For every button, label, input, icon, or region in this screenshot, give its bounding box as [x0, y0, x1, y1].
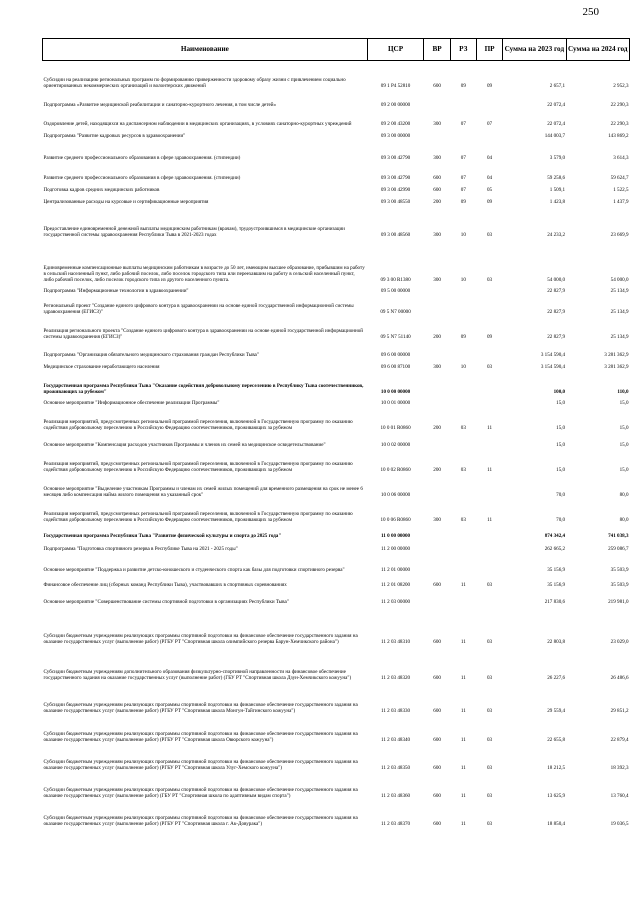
row-name: Субсидии на реализацию региональных программ по формированию приверженности здоровому образу жизни с привлечением социально ориентированных некоммерческих организаций и волонтерских движений: [43, 76, 346, 89]
row-sum-2024: 22 879,4: [610, 736, 629, 743]
table-row: [43, 498, 630, 523]
table-row: [43, 139, 630, 161]
row-pr: 07: [487, 120, 493, 127]
row-sum-2023: 15,0: [556, 466, 566, 473]
row-name: Подпрограмма "Информационные технологии в здравоохранении": [43, 287, 189, 294]
row-rz: [450, 523, 476, 539]
row-name: Подпрограмма "Развитие кадровых ресурсов в здравоохранении": [43, 132, 186, 139]
row-sum-2024: 18 392,3: [610, 764, 629, 771]
row-name: Субсидии бюджетным учреждениям реализующих программы спортивной подготовки на финансовое обеспечение государственного задания на оказание государственных услуг (выполнение работ) (РГБУ РТ "Спортивная школа олимпийского резерва Барун-Хемчикского района"): [43, 632, 358, 645]
row-pr: 11: [487, 424, 492, 431]
row-rz: 07: [460, 186, 466, 193]
table-row: [43, 61, 630, 89]
row-sum-2023: 18 850,4: [547, 820, 566, 827]
row-vr: 600: [433, 707, 441, 714]
row-csr: 11 2 01 00000: [381, 566, 411, 573]
row-pr: [476, 370, 502, 395]
row-sum-2023: 13 625,9: [547, 792, 566, 799]
row-csr: 11 2 03 48310: [381, 638, 411, 645]
table-row: [43, 205, 630, 238]
table-row: [43, 127, 630, 139]
row-pr: [476, 552, 502, 573]
row-rz: 11: [460, 581, 466, 588]
row-rz: 11: [460, 707, 466, 714]
table-row: [43, 161, 630, 181]
row-csr: 09 1 Р4 52810: [380, 82, 411, 89]
row-name: Подпрограмма "Подготовка спортивного резерва в Республике Тыва на 2021 - 2025 годы": [43, 545, 238, 552]
row-sum-2024: 2 952,3: [613, 82, 629, 89]
row-vr: [424, 294, 450, 315]
row-pr: 03: [487, 792, 493, 799]
row-name: Реализация мероприятий, предусмотренных региональной программой переселения, включенной в Государственную программу по оказанию содействия добровольному переселению в Российскую Федерацию соотечественников, проживающих за рубежом: [43, 460, 353, 473]
table-row: [43, 448, 630, 473]
row-sum-2024: 110,0: [617, 388, 629, 395]
row-vr: [424, 89, 450, 108]
row-sum-2024: 29 851,2: [610, 707, 629, 714]
row-sum-2024: 741 038,3: [608, 532, 629, 539]
row-sum-2023: 54 000,0: [547, 276, 566, 283]
row-sum-2024: 3 281 362,9: [604, 351, 629, 358]
row-sum-2023: 26 227,6: [547, 674, 566, 681]
row-sum-2023: 18 212,5: [547, 764, 566, 771]
row-csr: 11 2 03 48350: [381, 764, 411, 771]
row-name: Субсидии бюджетным учреждениям реализующих программы спортивной подготовки на финансовое обеспечение государственного задания на оказание государственных услуг (выполнение работ) (РГБУ РТ "Спортивная школа Овюрского кожууна"): [43, 730, 358, 743]
header-csr: ЦСР: [367, 39, 424, 61]
row-vr: 600: [433, 174, 441, 181]
row-name: Единовременные компенсационные выплаты медицинским работникам в возрасте до 50 лет, имеющим высшее образование, прибывшим на работу в сельский населенный пункт, либо рабочий поселок, либо поселок городского типа или переехавшим на работу в сельский населенный пункт, либо рабочий поселок, либо поселок городского типа из другого населенного пункта.: [43, 264, 365, 283]
row-pr: 11: [487, 516, 492, 523]
row-vr: 600: [433, 792, 441, 799]
row-pr: 04: [487, 154, 493, 161]
row-pr: [476, 294, 502, 315]
table-header-row: [43, 39, 630, 61]
row-csr: 09 3 00 48550: [380, 198, 411, 205]
row-rz: 07: [460, 174, 466, 181]
row-vr: [424, 588, 450, 605]
table-row: [43, 473, 630, 498]
row-rz: 10: [460, 276, 466, 283]
row-sum-2023: 59 258,6: [547, 174, 566, 181]
header-rz: РЗ: [450, 39, 476, 61]
row-vr: 600: [433, 674, 441, 681]
row-pr: 03: [487, 736, 493, 743]
header-name: Наименование: [43, 39, 368, 61]
row-sum-2023: 2 657,1: [549, 82, 566, 89]
row-csr: 11 2 03 48370: [381, 820, 411, 827]
row-csr: 11 2 03 48330: [381, 707, 411, 714]
row-sum-2023: 3 154 590,4: [540, 363, 566, 370]
row-name: Реализация мероприятий, предусмотренных региональной программой переселения, включенной в Государственную программу по оказанию содействия добровольному переселению в Российскую Федерацию соотечественников, проживающих за рубежом: [43, 510, 353, 523]
row-name: Основное мероприятие "Компенсация расходов участников Программы и членов их семей на медицинское освидетельствование": [43, 441, 326, 448]
row-rz: [450, 294, 476, 315]
row-vr: [424, 283, 450, 294]
table-row: [43, 283, 630, 294]
row-sum-2024: 59 624,7: [610, 174, 629, 181]
row-rz: 09: [460, 198, 466, 205]
row-rz: 07: [460, 120, 466, 127]
page-number: 250: [582, 6, 599, 18]
row-sum-2024: 35 503,9: [610, 581, 629, 588]
row-csr: 11 0 00 00000: [381, 532, 411, 539]
row-csr: 11 2 00 00000: [381, 545, 411, 552]
row-sum-2023: 24 233,2: [547, 231, 566, 238]
row-name: Развитие среднего профессионального образования в сфере здравоохранения. (стипендии): [43, 154, 241, 161]
row-vr: 600: [433, 638, 441, 645]
row-sum-2024: 25 134,9: [610, 287, 629, 294]
row-pr: 09: [487, 82, 493, 89]
table-row: [43, 315, 630, 340]
row-sum-2024: 25 134,9: [610, 308, 629, 315]
row-pr: 03: [487, 764, 493, 771]
row-rz: 11: [460, 764, 466, 771]
row-pr: 03: [487, 820, 493, 827]
row-pr: [476, 283, 502, 294]
row-rz: [450, 395, 476, 406]
row-sum-2023: 1 509,1: [549, 186, 566, 193]
row-vr: 200: [433, 466, 441, 473]
row-pr: 09: [487, 333, 493, 340]
row-rz: 10: [460, 231, 466, 238]
row-name: Предоставление единовременной денежной выплаты медицинским работникам (врачам), трудоустроившимся в медицинские организации государственной системы здравоохранения Республики Тыва в 2021-2023 годах: [43, 225, 345, 238]
row-csr: 10 0 01 00000: [380, 399, 411, 406]
table-row: [43, 539, 630, 552]
row-pr: 11: [487, 466, 492, 473]
row-rz: 09: [460, 82, 466, 89]
row-sum-2023: 217 830,6: [544, 598, 566, 605]
row-csr: 09 5 00 00000: [380, 287, 411, 294]
row-name: Медицинское страхование неработающего населения: [43, 363, 160, 370]
row-name: Государственная программа Республики Тыва "Развитие физической культуры и спорта до 2025 года": [43, 532, 282, 539]
row-name: Основное мероприятие "Совершенствование системы спортивной подготовки в организациях Республики Тыва": [43, 598, 289, 605]
row-csr: 09 5 N7 51140: [380, 333, 411, 340]
row-name: Субсидии бюджетным учреждениям дополнительного образования физкультурно-спортивной направленности на финансовое обеспечение государственного задания на оказание государственных услуг (выполнение работ) (ГБУ РТ "Спортивная школа Дзун-Хемчикского кожууна"): [43, 668, 352, 681]
table-row: [43, 588, 630, 605]
table-row: [43, 340, 630, 358]
row-sum-2024: 15,0: [619, 399, 629, 406]
row-sum-2023: 15,0: [556, 399, 566, 406]
row-sum-2023: 22 827,9: [547, 333, 566, 340]
row-name: Субсидии бюджетным учреждениям реализующих программы спортивной подготовки на финансовое обеспечение государственного задания на оказание государственных услуг (выполнение работ) (РГБУ РТ "Спортивная школа Монгун-Тайгинского кожууна"): [43, 701, 358, 714]
row-sum-2024: 143 869,2: [608, 132, 629, 139]
row-pr: [476, 539, 502, 552]
row-csr: 09 2 00 43200: [380, 120, 411, 127]
row-sum-2023: 35 156,9: [547, 566, 566, 573]
table-row: [43, 108, 630, 127]
row-rz: [450, 588, 476, 605]
row-sum-2023: 22 827,9: [547, 308, 566, 315]
row-vr: [424, 370, 450, 395]
row-pr: [476, 340, 502, 358]
row-sum-2023: 35 156,9: [547, 581, 566, 588]
row-sum-2024: 80,0: [619, 516, 629, 523]
row-vr: 300: [433, 516, 441, 523]
row-vr: 300: [433, 154, 441, 161]
table-row: [43, 523, 630, 539]
row-pr: [476, 89, 502, 108]
row-name: Реализация регионального проекта "Создание единого цифрового контура в здравоохранении на основе единой государственной информационной системы здравоохранения (ЕГИСЗ)": [43, 327, 363, 340]
row-csr: 09 3 00 42790: [380, 154, 411, 161]
row-vr: 600: [433, 82, 441, 89]
row-rz: 03: [460, 516, 466, 523]
row-name: Реализация мероприятий, предусмотренных региональной программой переселения, включенной в Государственную программу по оказанию содействия добровольному переселению в Российскую Федерацию соотечественников, проживающих за рубежом: [43, 418, 353, 431]
row-rz: [450, 431, 476, 448]
row-csr: 09 2 00 00000: [380, 101, 411, 108]
row-rz: 09: [460, 333, 466, 340]
table-row: [43, 573, 630, 588]
table-row: [43, 799, 630, 827]
row-pr: 09: [487, 198, 493, 205]
row-name: Государственная программа Республики Тыва "Оказание содействия добровольному переселению в Республику Тыва соотечественников, проживающих за рубежом": [43, 382, 364, 395]
row-rz: 11: [460, 792, 466, 799]
table-row: [43, 181, 630, 193]
row-sum-2023: 1 423,8: [549, 198, 566, 205]
row-sum-2023: 3 579,0: [549, 154, 566, 161]
row-csr: 11 2 03 48360: [381, 792, 411, 799]
row-pr: 03: [487, 363, 493, 370]
row-sum-2024: 15,0: [619, 424, 629, 431]
row-name: Субсидии бюджетным учреждениям реализующих программы спортивной подготовки на финансовое обеспечение государственного задания на оказание государственных услуг (выполнение работ) (РГБУ РТ "Спортивная школа г. Ак-Довурака"): [43, 814, 358, 827]
row-name: Подпрограмма "Организация обязательного медицинского страхования граждан Республики Тыва": [43, 351, 259, 358]
table-row: [43, 771, 630, 799]
row-rz: 11: [460, 674, 466, 681]
row-csr: 09 3 00 00000: [380, 132, 411, 139]
row-name: Региональный проект "Создание единого цифрового контура в здравоохранении на основе единой государственной информационной системы здравоохранения (ЕГИСЗ)": [43, 302, 354, 315]
row-vr: 300: [433, 276, 441, 283]
header-sum-2024: Сумма на 2024 год: [566, 39, 629, 61]
row-name: Основное мероприятие "Поддержка и развитие детско-юношеского и студенческого спорта как базы для подготовки спортивного резерва": [43, 566, 345, 573]
row-csr: 11 2 01 08200: [381, 581, 411, 588]
row-vr: [424, 523, 450, 539]
budget-table: [42, 38, 630, 827]
table-row: [43, 358, 630, 370]
row-pr: 03: [487, 231, 493, 238]
table-row: [43, 395, 630, 406]
row-sum-2024: 54 000,0: [610, 276, 629, 283]
row-rz: 10: [460, 363, 466, 370]
row-pr: [476, 127, 502, 139]
row-csr: 10 0 06 00000: [380, 491, 411, 498]
row-rz: [450, 89, 476, 108]
row-sum-2024: 22 290,3: [610, 120, 629, 127]
row-csr: 10 0 06 R0860: [380, 516, 411, 523]
header-pr: ПР: [476, 39, 502, 61]
row-name: Основное мероприятие "Выделение участникам Программы и членам их семей жилых помещений для временного размещения на срок не менее 6 месяцев либо компенсация найма жилого помещения на указанный срок": [43, 485, 363, 498]
row-vr: [424, 340, 450, 358]
table-row: [43, 193, 630, 205]
row-sum-2024: 25 134,9: [610, 333, 629, 340]
row-vr: [424, 395, 450, 406]
row-csr: 11 2 03 00000: [381, 598, 411, 605]
row-rz: 11: [460, 638, 466, 645]
row-rz: [450, 340, 476, 358]
row-sum-2024: 26 486,6: [610, 674, 629, 681]
row-vr: 600: [433, 820, 441, 827]
row-pr: [476, 395, 502, 406]
row-csr: 10 0 02 00000: [380, 441, 411, 448]
row-rz: [450, 552, 476, 573]
row-sum-2023: 22 827,9: [547, 287, 566, 294]
row-name: Субсидии бюджетным учреждениям реализующих программы спортивной подготовки на финансовое обеспечение государственного задания на оказание государственных услуг (выполнение работ) (ГБУ РТ "Спортивная школа по адаптивным видам спорта"): [43, 786, 358, 799]
table-row: [43, 645, 630, 681]
row-sum-2024: 1 437,9: [613, 198, 629, 205]
row-pr: [476, 588, 502, 605]
row-pr: 03: [487, 276, 493, 283]
header-sum-2023: Сумма на 2023 год: [503, 39, 566, 61]
table-body: [43, 61, 630, 827]
table-row: [43, 714, 630, 743]
row-vr: 600: [433, 581, 441, 588]
row-name: Подпрограмма «Развитие медицинской реабилитации и санаторно-курортного лечения, в том числе детей»: [43, 101, 277, 108]
row-pr: [476, 473, 502, 498]
table-row: [43, 605, 630, 645]
row-csr: 09 3 00 R1380: [380, 276, 411, 283]
row-sum-2023: 144 003,7: [544, 132, 566, 139]
table-row: [43, 431, 630, 448]
row-vr: [424, 127, 450, 139]
row-name: Подготовка кадров средних медицинских работников: [43, 186, 160, 193]
row-sum-2024: 23 029,0: [610, 638, 629, 645]
row-csr: 10 0 02 R0860: [380, 466, 411, 473]
row-sum-2024: 3 614,3: [613, 154, 629, 161]
row-sum-2024: 80,0: [619, 491, 629, 498]
row-sum-2023: 3 154 590,4: [540, 351, 566, 358]
table-row: [43, 743, 630, 771]
row-rz: [450, 127, 476, 139]
row-sum-2024: 22 290,3: [610, 101, 629, 108]
row-vr: [424, 539, 450, 552]
row-csr: 09 6 00 00000: [380, 351, 411, 358]
row-pr: [476, 431, 502, 448]
row-sum-2023: 22 655,8: [547, 736, 566, 743]
row-rz: 03: [460, 466, 466, 473]
row-vr: [424, 431, 450, 448]
row-csr: 11 2 03 48320: [381, 674, 411, 681]
row-rz: [450, 370, 476, 395]
table-row: [43, 406, 630, 431]
table-row: [43, 370, 630, 395]
row-name: Субсидии бюджетным учреждениям реализующих программы спортивной подготовки на финансовое обеспечение государственного задания на оказание государственных услуг (выполнение работ) (РГБУ РТ "Спортивная школа Улуг-Хемского кожууна"): [43, 758, 358, 771]
row-csr: 11 2 03 48340: [381, 736, 411, 743]
row-pr: 03: [487, 638, 493, 645]
row-sum-2023: 70,0: [556, 491, 566, 498]
row-name: Основное мероприятие "Информационное обеспечение реализации Программы": [43, 399, 220, 406]
row-vr: 600: [433, 736, 441, 743]
table-row: [43, 294, 630, 315]
row-pr: 05: [487, 186, 493, 193]
row-sum-2024: 15,0: [619, 441, 629, 448]
row-sum-2024: 23 669,9: [610, 231, 629, 238]
row-name: Централизованные расходы на курсовые и сертификационные мероприятия: [43, 198, 209, 205]
row-sum-2023: 874 342,4: [544, 532, 566, 539]
header-vr: ВР: [424, 39, 450, 61]
row-rz: 11: [460, 736, 466, 743]
row-name: Оздоровление детей, находящихся на диспансерном наблюдении в медицинских организациях, в условиях санаторно-курортных учреждений: [43, 120, 352, 127]
row-sum-2023: 22 072,4: [547, 101, 566, 108]
row-sum-2024: 219 981,0: [608, 598, 629, 605]
row-name: Финансовое обеспечение лиц (сборных команд Республики Тыва), участвовавших в спортивных соревнованиях: [43, 581, 287, 588]
row-pr: 03: [487, 674, 493, 681]
row-vr: 200: [433, 424, 441, 431]
row-vr: 200: [433, 198, 441, 205]
row-sum-2023: 29 559,4: [547, 707, 566, 714]
row-rz: [450, 539, 476, 552]
row-sum-2023: 22 803,8: [547, 638, 566, 645]
row-sum-2024: 19 036,5: [610, 820, 629, 827]
table-row: [43, 89, 630, 108]
table-row: [43, 552, 630, 573]
table-row: [43, 238, 630, 283]
row-csr: 09 6 00 87100: [380, 363, 411, 370]
row-csr: 09 3 00 42990: [380, 186, 411, 193]
row-vr: 300: [433, 120, 441, 127]
row-sum-2023: 15,0: [556, 441, 566, 448]
row-vr: 600: [433, 186, 441, 193]
row-sum-2024: 1 522,5: [613, 186, 629, 193]
row-csr: 09 5 N7 00000: [380, 308, 411, 315]
row-sum-2023: 22 072,4: [547, 120, 566, 127]
row-sum-2024: 13 760,4: [610, 792, 629, 799]
row-sum-2023: 262 665,2: [544, 545, 566, 552]
row-vr: 300: [433, 363, 441, 370]
row-vr: [424, 552, 450, 573]
row-rz: [450, 473, 476, 498]
row-rz: [450, 283, 476, 294]
row-csr: 10 0 00 00000: [380, 388, 411, 395]
row-sum-2023: 100,0: [553, 388, 566, 395]
row-csr: 09 3 00 42790: [380, 174, 411, 181]
row-pr: [476, 523, 502, 539]
row-pr: 03: [487, 707, 493, 714]
row-csr: 10 0 01 R0860: [380, 424, 411, 431]
row-pr: 04: [487, 174, 493, 181]
row-sum-2023: 70,0: [556, 516, 566, 523]
row-sum-2024: 15,0: [619, 466, 629, 473]
row-sum-2024: 259 086,7: [608, 545, 629, 552]
row-rz: 11: [460, 820, 466, 827]
row-sum-2024: 35 503,9: [610, 566, 629, 573]
row-rz: 03: [460, 424, 466, 431]
row-sum-2024: 3 281 362,9: [604, 363, 629, 370]
row-vr: 600: [433, 764, 441, 771]
row-sum-2023: 15,0: [556, 424, 566, 431]
row-vr: 300: [433, 231, 441, 238]
table-row: [43, 681, 630, 714]
row-rz: 07: [460, 154, 466, 161]
row-name: Развитие среднего профессионального образования в сфере здравоохранения. (стипендии): [43, 174, 241, 181]
row-vr: 200: [433, 333, 441, 340]
row-vr: [424, 473, 450, 498]
row-pr: 03: [487, 581, 493, 588]
row-csr: 09 3 00 48560: [380, 231, 411, 238]
